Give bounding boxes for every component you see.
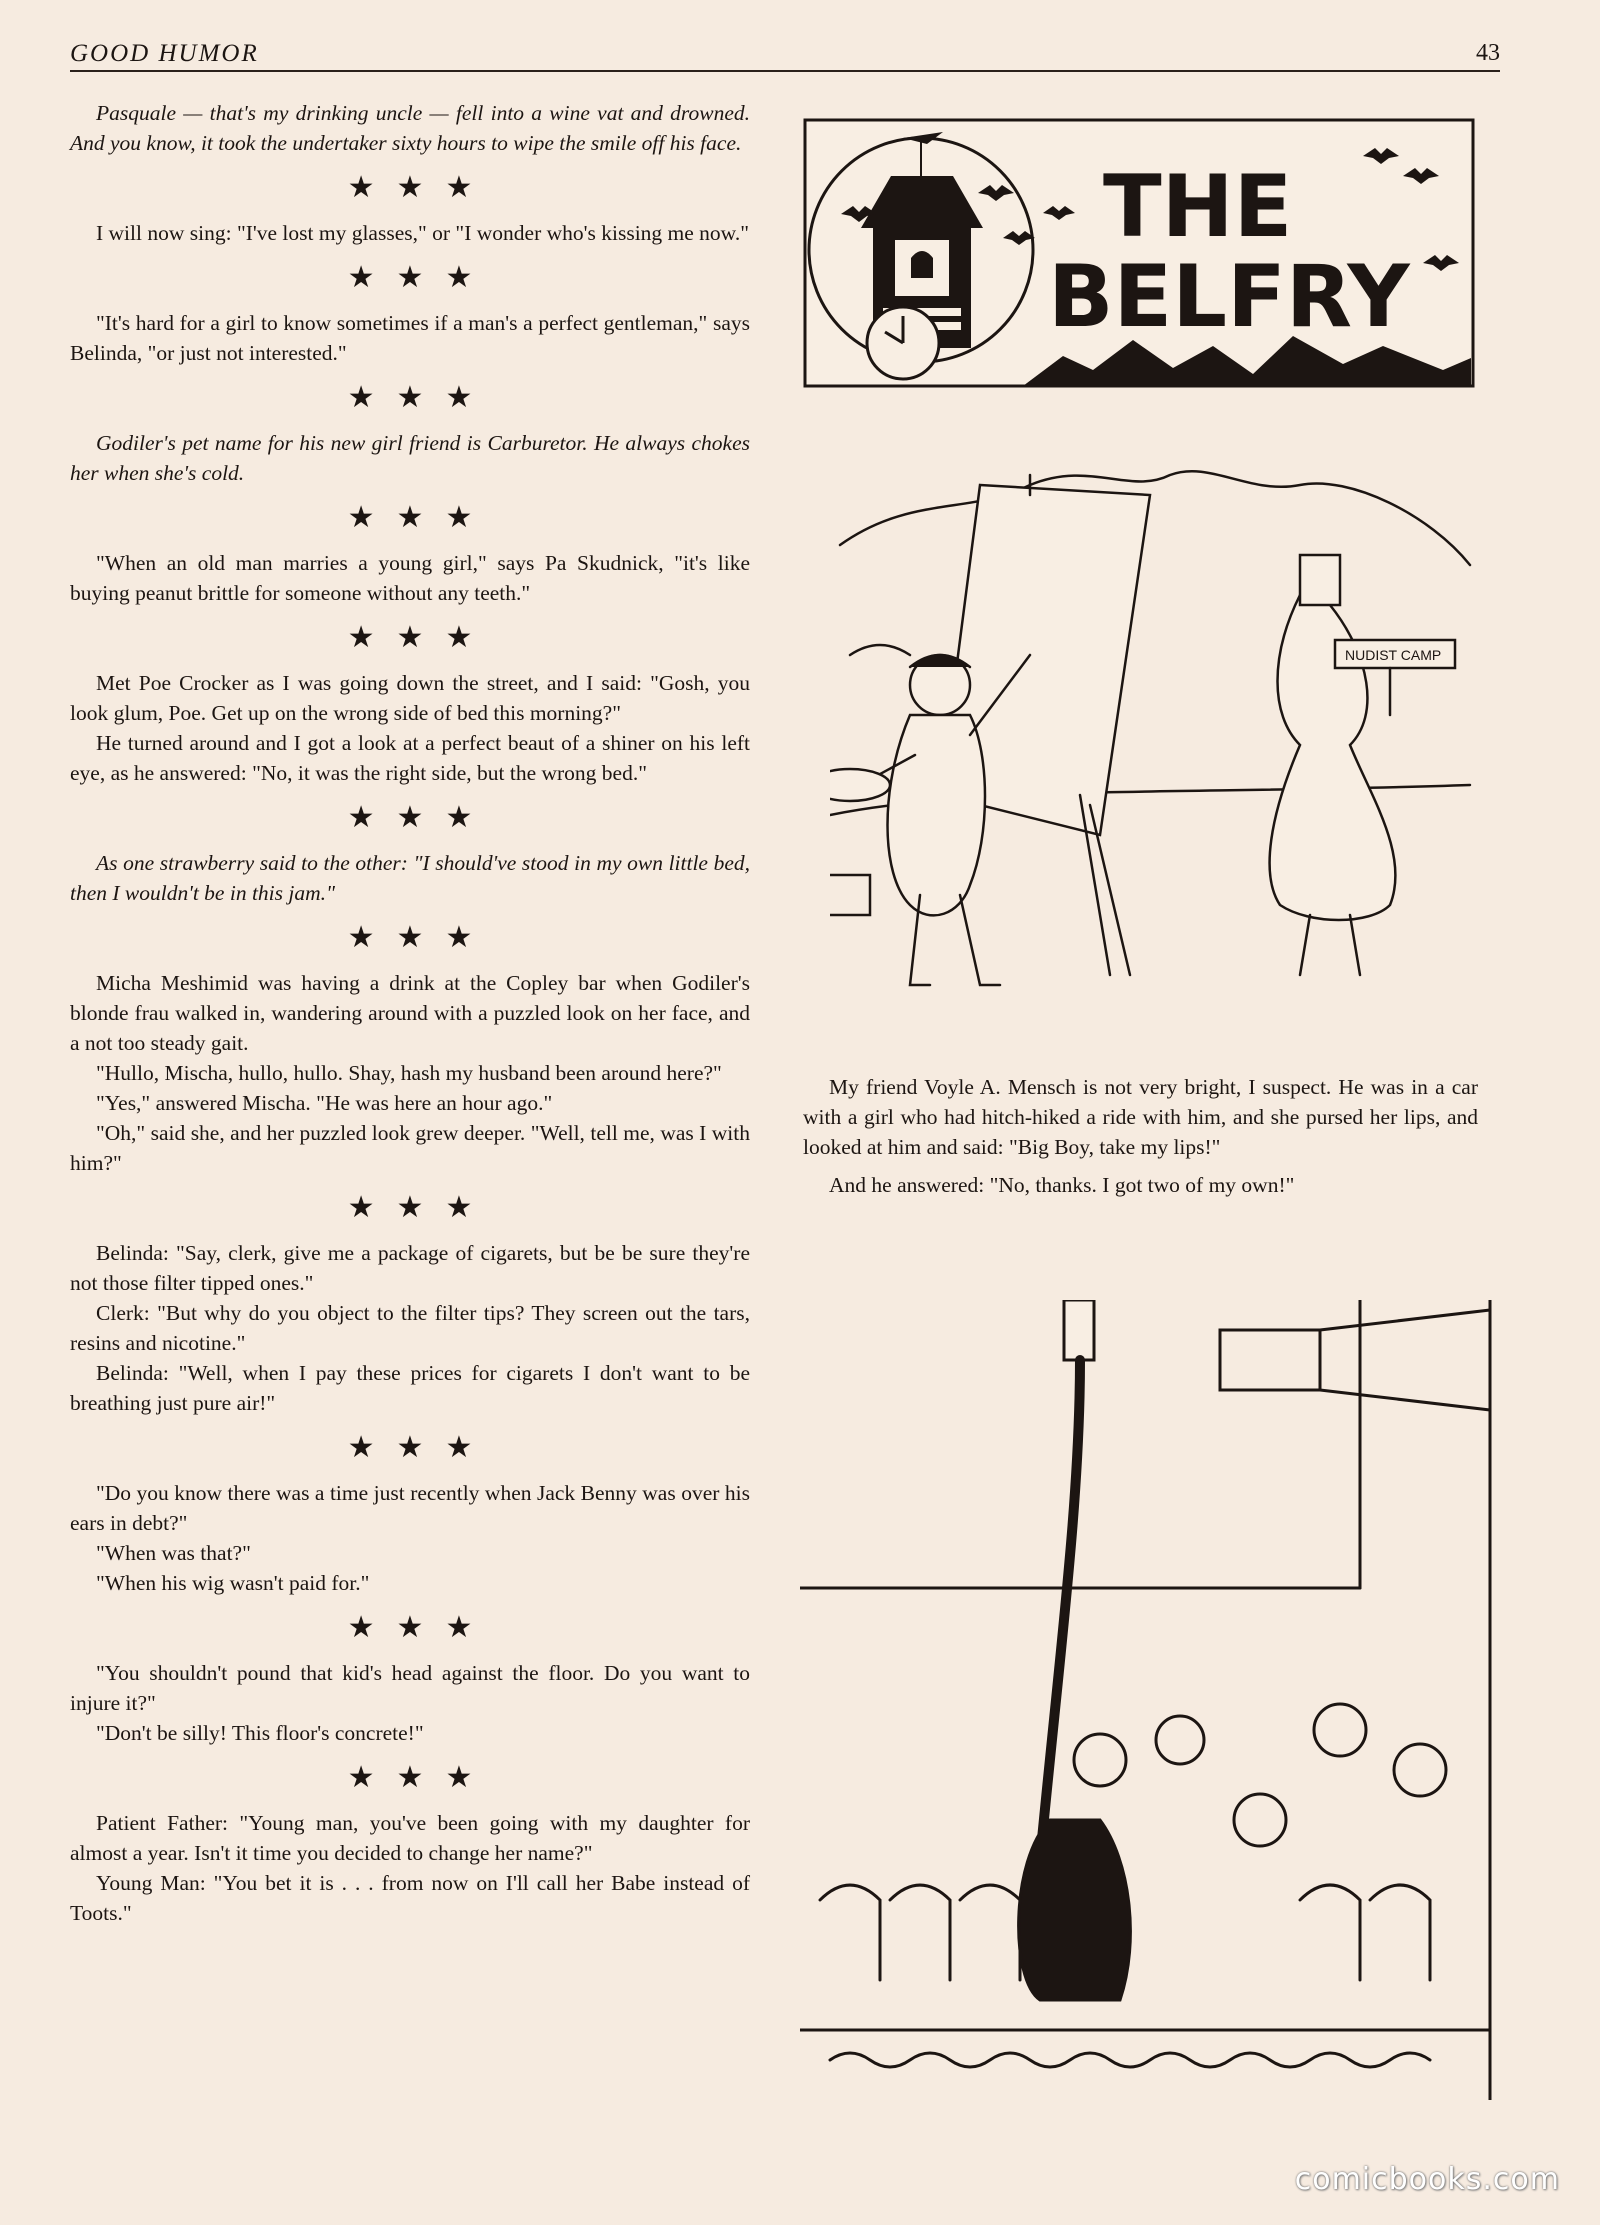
joke-paragraph: And he answered: "No, thanks. I got two of my own!" bbox=[829, 1173, 1295, 1197]
nudist-camp-sign: NUDIST CAMP bbox=[1345, 647, 1442, 663]
joke-paragraph: As one strawberry said to the other: "I should've stood in my own little bed, then I wouldn't be in this jam." bbox=[70, 851, 750, 905]
star-divider: ★★★ bbox=[347, 1761, 495, 1794]
joke-paragraph: "Hullo, Mischa, hullo, hullo. Shay, hash my husband been around here?" bbox=[96, 1061, 722, 1085]
joke-paragraph: Belinda: "Well, when I pay these prices for cigarets I don't want to be breathing just pure air!" bbox=[70, 1361, 750, 1415]
belfry-title-line1: THE bbox=[1103, 157, 1293, 257]
joke-paragraph: He turned around and I got a look at a perfect beaut of a shiner on his left eye, as he answered: "No, it was the right side, but the wrong bed." bbox=[70, 731, 750, 785]
joke-paragraph: "You shouldn't pound that kid's head against the floor. Do you want to injure it?" bbox=[70, 1661, 750, 1715]
joke-paragraph: "Do you know there was a time just recently when Jack Benny was over his ears in debt?" bbox=[70, 1481, 750, 1535]
joke-paragraph: "Don't be silly! This floor's concrete!" bbox=[96, 1721, 424, 1745]
left-column-jokes bbox=[70, 98, 750, 1928]
header-rule bbox=[70, 70, 1500, 72]
joke-paragraph: "It's hard for a girl to know sometimes if a man's a perfect gentleman," says Belinda, "or just not interested." bbox=[70, 311, 750, 365]
page-number: 43 bbox=[1476, 40, 1500, 66]
joke-paragraph: I will now sing: "I've lost my glasses," or "I wonder who's kissing me now." bbox=[96, 221, 749, 245]
star-divider: ★★★ bbox=[347, 381, 495, 414]
joke-paragraph: My friend Voyle A. Mensch is not very bright, I suspect. He was in a car with a girl who had hitch-hiked a ride with him, and she pursed her lips, and looked at him and said: "Big Boy, take my lips!" bbox=[803, 1075, 1478, 1159]
joke-paragraph: Micha Meshimid was having a drink at the Copley bar when Godiler's blonde frau walked in, wandering around with a puzzled look on her face, and a not too steady gait. bbox=[70, 971, 750, 1055]
star-divider: ★★★ bbox=[347, 621, 495, 654]
joke-paragraph: Clerk: "But why do you object to the filter tips? They screen out the tars, resins and nicotine." bbox=[70, 1301, 750, 1355]
joke-paragraph: "When was that?" bbox=[96, 1541, 251, 1565]
belfry-header-panel bbox=[803, 118, 1475, 388]
page-header bbox=[70, 40, 1500, 80]
joke-paragraph: Met Poe Crocker as I was going down the street, and I said: "Gosh, you look glum, Poe. Get up on the wrong side of bed this morning?" bbox=[70, 671, 750, 725]
watermark-text: comicbooks.com bbox=[1294, 2162, 1560, 2197]
cartoon-nudist-painter bbox=[830, 455, 1480, 1015]
star-divider: ★★★ bbox=[347, 1191, 495, 1224]
star-divider: ★★★ bbox=[347, 921, 495, 954]
star-divider: ★★★ bbox=[347, 261, 495, 294]
joke-paragraph: "When his wig wasn't paid for." bbox=[96, 1571, 370, 1595]
right-column-joke bbox=[803, 1072, 1478, 1200]
star-divider: ★★★ bbox=[347, 1611, 495, 1644]
joke-paragraph: Young Man: "You bet it is . . . from now on I'll call her Babe instead of Toots." bbox=[70, 1871, 750, 1925]
joke-paragraph: "Oh," said she, and her puzzled look grew deeper. "Well, tell me, was I with him?" bbox=[70, 1121, 750, 1175]
belfry-title-line2: BELFRY bbox=[1048, 247, 1410, 347]
joke-paragraph: "When an old man marries a young girl," says Pa Skudnick, "it's like buying peanut brittle for someone without any teeth." bbox=[70, 551, 750, 605]
star-divider: ★★★ bbox=[347, 501, 495, 534]
joke-paragraph: Patient Father: "Young man, you've been going with my daughter for almost a year. Isn't it time you decided to change her name?" bbox=[70, 1811, 750, 1865]
joke-paragraph: "Yes," answered Mischa. "He was here an hour ago." bbox=[96, 1091, 553, 1115]
joke-paragraph: Pasquale — that's my drinking uncle — fell into a wine vat and drowned. And you know, it took the undertaker sixty hours to wipe the smile off his face. bbox=[70, 101, 750, 155]
joke-paragraph: Godiler's pet name for his new girl friend is Carburetor. He always chokes her when she's cold. bbox=[70, 431, 750, 485]
joke-paragraph: Belinda: "Say, clerk, give me a package of cigarets, but be be sure they're not those filter tipped ones." bbox=[70, 1241, 750, 1295]
cartoon-theater bbox=[800, 1300, 1500, 2100]
star-divider: ★★★ bbox=[347, 801, 495, 834]
star-divider: ★★★ bbox=[347, 1431, 495, 1464]
magazine-title: GOOD HUMOR bbox=[70, 40, 259, 67]
star-divider: ★★★ bbox=[347, 171, 495, 204]
